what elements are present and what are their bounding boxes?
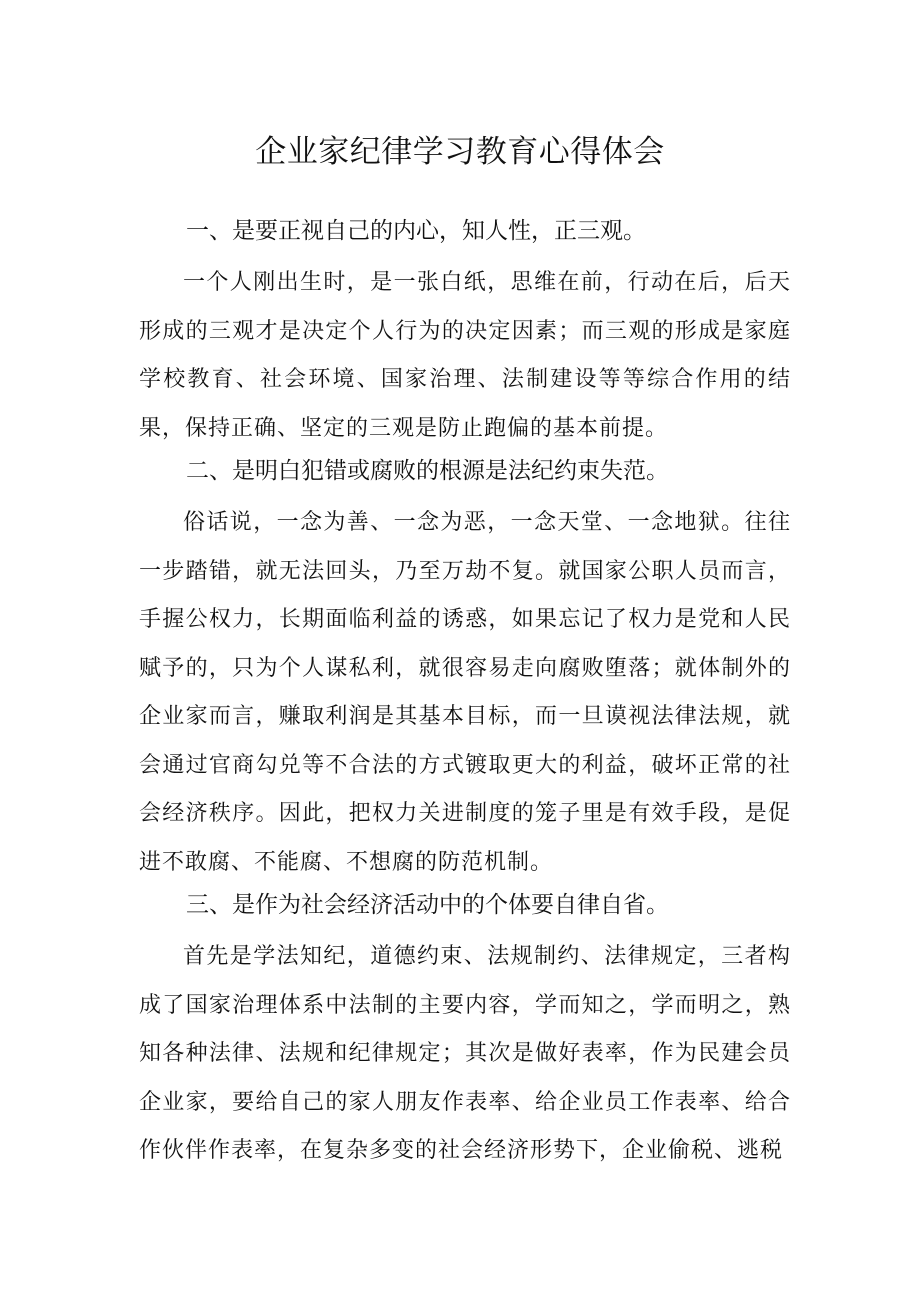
section-paragraph-3: 首先是学法知纪，道德约束、法规制约、法律规定，三者构成了国家治理体系中法制的主要内容，学而知之，学而明之，熟知各种法律、法规和纪律规定；其次是做好表率，作为民建会员企业家，要给自己的家人朋友作表率、给企业员工作表率、给合作伙伴作表率，在复杂多变的社会经济形势下，企业偷税、逃税 [139, 944, 791, 1163]
section-heading-3: 三、是作为社会经济活动中的个体要自律自省。 [186, 892, 669, 918]
section-paragraph-1: 一个人刚出生时，是一张白纸，思维在前，行动在后，后天形成的三观才是决定个人行为的决定因素；而三观的形成是家庭学校教育、社会环境、国家治理、法制建设等等综合作用的结果，保持正确、坚定的三观是防止跑偏的基本前提。 [139, 270, 791, 441]
section-paragraph-2: 俗话说，一念为善、一念为恶，一念天堂、一念地狱。往往一步踏错，就无法回头，乃至万劫不复。就国家公职人员而言，手握公权力，长期面临利益的诱惑，如果忘记了权力是党和人民赋予的，只为个人谋私利，就很容易走向腐败堕落；就体制外的企业家而言，赚取利润是其基本目标，而一旦谟视法律法规，就会通过官商勾兑等不合法的方式镀取更大的利益，破坏正常的社会经济秩序。因此，把权力关进制度的笼子里是有效手段，是促进不敢腐、不能腐、不想腐的防范机制。 [139, 510, 791, 875]
section-heading-2: 二、是明白犯错或腐败的根源是法纪约束失范。 [186, 458, 669, 484]
section-heading-1: 一、是要正视自己的内心，知人性，正三观。 [186, 218, 646, 244]
document-title: 企业家纪律学习教育心得体会 [255, 134, 665, 170]
